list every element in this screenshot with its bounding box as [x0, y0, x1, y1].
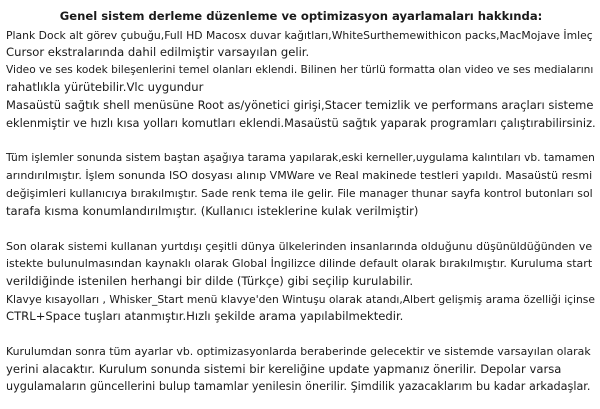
paragraph-line: Masaüstü sağtık shell menüsüne Root as/yönetici girişi,Stacer temizlik ve performans araçları sisteme	[6, 97, 594, 112]
paragraph-line: Tüm işlemler sonunda sistem baştan aşağıya tarama yapılarak,eski kerneller,uygulama kalıntıları vb. tamamen	[6, 151, 595, 164]
paragraph-line: uygulamaların güncellerini bulup tamamlar yenilesin önerilir. Şimdilik yazacaklarım bu kadar arkadaşlar.	[6, 380, 591, 394]
paragraph-closing	[6, 343, 596, 396]
paragraph-line: arındırılmıştır. İşlem sonunda ISO dosyası alınıp VMWare ve Real makinede testleri yapıldı. Masaüstü resmi	[6, 169, 593, 183]
paragraph-line: tarafa kısma konumlandırılmıştır. (Kullanıcı isteklerine kulak verilmiştir)	[6, 203, 419, 218]
paragraph-language	[6, 238, 596, 326]
paragraph-spacer	[6, 132, 596, 150]
paragraph-line: Kurulumdan sonra tüm ayarlar vb. optimizasyonlarda beraberinde gelecektir ve sistemde varsayılan olarak	[6, 345, 591, 359]
paragraph-line: eklenmiştir ve hızlı kısa yolları komutları eklendi.Masaüstü sağtık yaparak programları çalıştırabilirsiniz.	[6, 115, 596, 130]
paragraph-cleanup	[6, 150, 596, 220]
paragraph-line: CTRL+Space tuşları atanmıştır.Hızlı şekilde arama yapılabilmektedir.	[6, 309, 404, 324]
paragraph-line: yerini alacaktır. Kurulum sonunda sistemi bir kereliğine update yapmanız önerilir. Depolar varsa	[6, 361, 562, 376]
paragraph-line: Cursor ekstralarında dahil edilmiştir varsayılan gelir.	[6, 45, 310, 60]
paragraph-spacer	[6, 220, 596, 238]
paragraph-line: verildiğinde istenilen herhangi bir dilde (Türkçe) gibi seçilip kurulabilir.	[6, 273, 414, 288]
document-title: Genel sistem derleme düzenleme ve optimizasyon ayarlamaları hakkında:	[59, 9, 543, 23]
paragraph-line: rahatlıkla yürütebilir.Vlc uygundur	[6, 80, 204, 95]
paragraph-line: Plank Dock alt görev çubuğu,Full HD Macosx duvar kağıtları,WhiteSurthemewithicon packs,MacMojave İmleç	[6, 28, 593, 42]
paragraph-line: Video ve ses kodek bileşenlerini temel olanları eklendi. Bilinen her türlü formatta olan video ve ses medialarını	[6, 63, 594, 76]
paragraph-line: değişimleri kullanıcıya bırakılmıştır. Sade renk tema ile gelir. File manager thunar sayfa kontrol butonları sol	[6, 186, 593, 200]
paragraph-line: istekte bulunulmasından kaynaklı olarak Global İngilizce dilinde default olarak bırakılmıştır. Kuruluma start	[6, 257, 593, 271]
paragraph-extras	[6, 27, 596, 133]
paragraph-line: Son olarak sistemi kullanan yurtdışı çeşitli dünya ülkelerinden insanlarında olduğunu düşünüldüğünden ve	[6, 239, 593, 253]
paragraph-spacer	[6, 326, 596, 344]
paragraph-line: Klavye kısayolları , Whisker_Start menü klavye'den Wintuşu olarak atandı,Albert gelişmiş arama özelliği içinse	[6, 292, 595, 306]
